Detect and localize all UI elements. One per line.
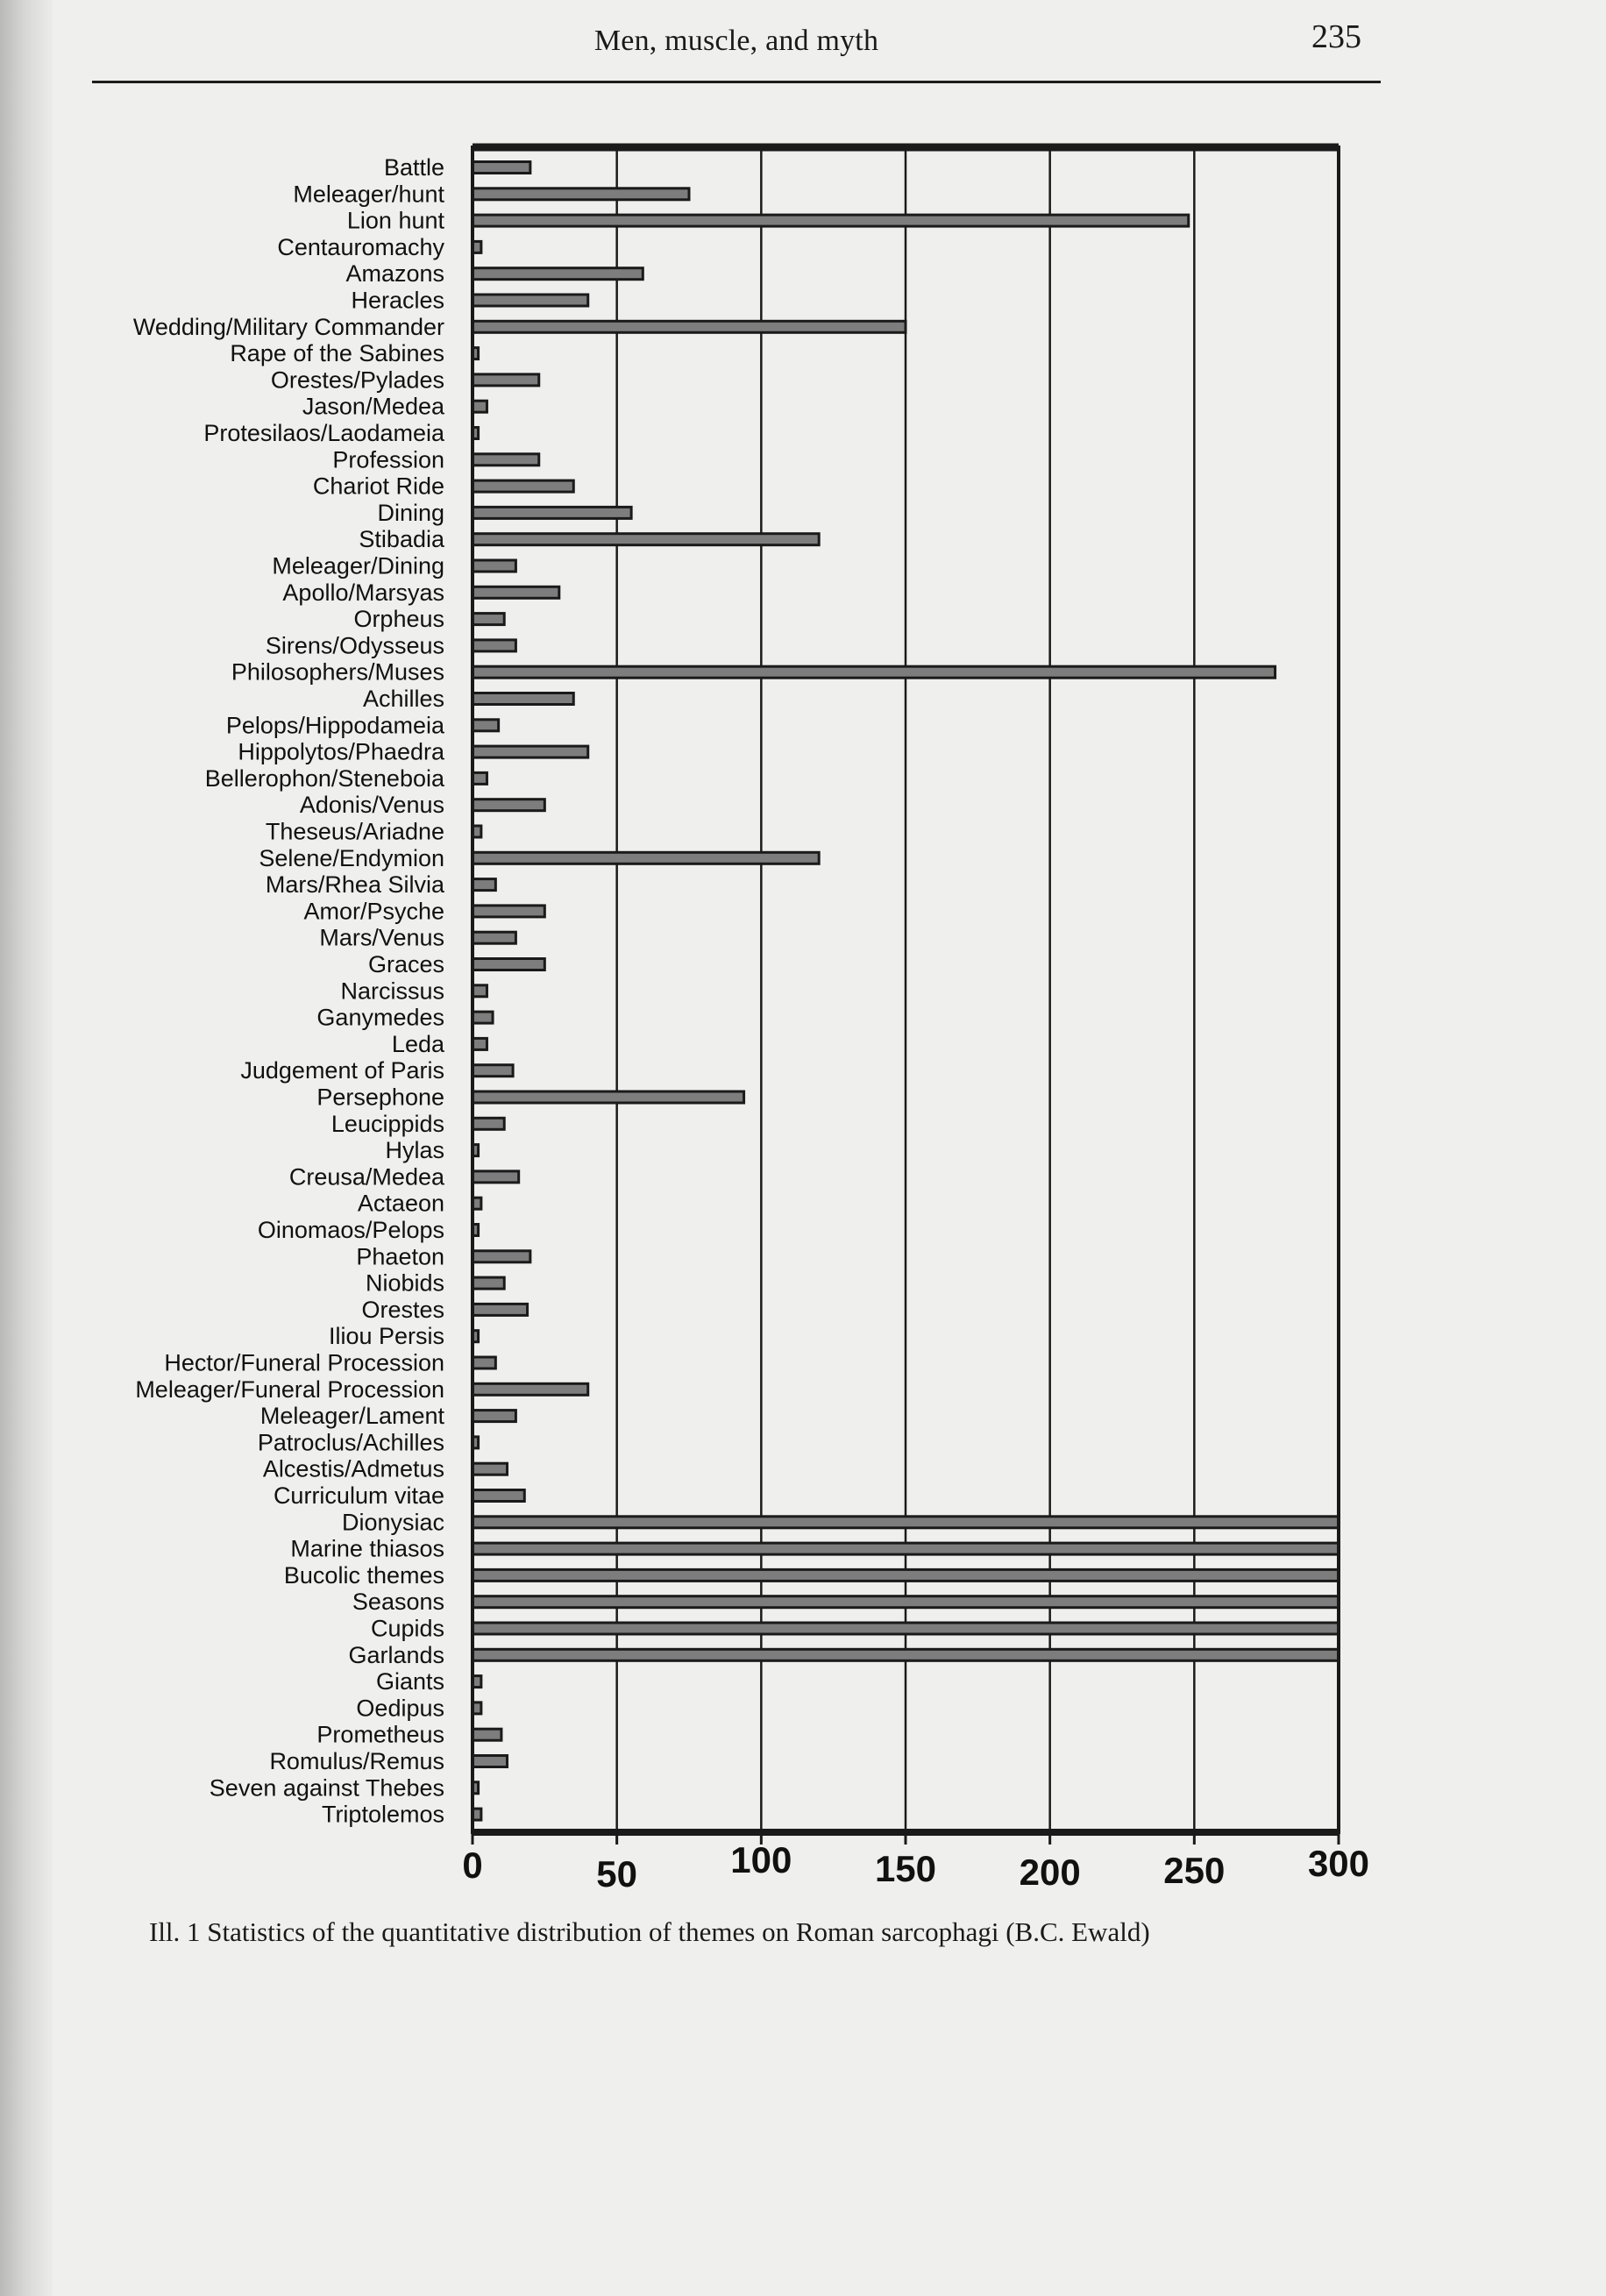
bar-chariot-ride (473, 480, 573, 492)
tick-label-100: 100 (730, 1839, 792, 1880)
tick-label-150: 150 (874, 1848, 937, 1889)
category-label: Amor/Psyche (303, 898, 444, 925)
category-labels (133, 154, 445, 1828)
bar-phaeton (473, 1251, 530, 1262)
bar-lion-hunt (473, 215, 1189, 226)
tick-label-50: 50 (596, 1853, 638, 1894)
bar-mars-rhea-silvia (473, 879, 495, 891)
category-label: Mars/Venus (319, 924, 444, 951)
bar-meleager-hunt (473, 188, 689, 200)
category-label: Hector/Funeral Procession (164, 1349, 444, 1376)
category-label: Orpheus (353, 606, 444, 633)
category-label: Graces (367, 951, 444, 977)
bar-leda (473, 1038, 487, 1049)
bar-seasons (473, 1596, 1339, 1608)
bar-niobids (473, 1277, 504, 1289)
category-label: Curriculum vitae (273, 1482, 444, 1509)
category-label: Centauromachy (277, 233, 444, 260)
bar-sirens-odysseus (473, 640, 515, 651)
category-label: Romulus/Remus (269, 1748, 444, 1774)
bar-mars-venus (473, 932, 515, 943)
bar-narcissus (473, 985, 487, 997)
category-label: Actaeon (357, 1190, 444, 1217)
category-label: Iliou Persis (328, 1323, 444, 1350)
bar-pelops-hippodameia (473, 720, 499, 731)
bar-amazons (473, 268, 643, 280)
bar-bucolic-themes (473, 1569, 1339, 1581)
bar-meleager-lament (473, 1411, 515, 1422)
figure-caption: Ill. 1 Statistics of the quantitative distribution of themes on Roman sarcophagi (B.C. Ewald) (149, 1916, 1150, 1947)
bar-creusa-medea (473, 1171, 519, 1183)
bar-profession (473, 454, 539, 466)
category-label: Pelops/Hippodameia (225, 712, 444, 739)
bar-hippolytos-phaedra (473, 746, 588, 757)
bar-selene-endymion (473, 852, 819, 864)
category-label: Oedipus (356, 1695, 444, 1722)
bar-battle (473, 162, 530, 174)
bar-philosophers-muses (473, 666, 1276, 678)
category-label: Judgement of Paris (240, 1057, 444, 1084)
category-label: Seasons (352, 1589, 444, 1616)
bar-orestes (473, 1304, 528, 1315)
category-label: Hippolytos/Phaedra (238, 738, 444, 765)
category-label: Orestes (361, 1296, 444, 1323)
running-head: Men, muscle, and myth (593, 25, 879, 57)
category-label: Chariot Ride (312, 473, 444, 500)
bar-dionysiac (473, 1517, 1339, 1528)
category-label: Meleager/Funeral Procession (135, 1375, 444, 1403)
bar-achilles (473, 693, 573, 705)
category-label: Battle (383, 154, 444, 181)
gridlines (617, 147, 1195, 1843)
category-label: Theseus/Ariadne (265, 818, 444, 845)
category-label: Sirens/Odysseus (265, 632, 444, 659)
category-label: Creusa/Medea (288, 1163, 444, 1191)
category-label: Achilles (362, 686, 444, 712)
page-number: 235 (1311, 18, 1361, 55)
category-label: Alcestis/Admetus (262, 1455, 444, 1482)
category-label: Dining (377, 499, 444, 526)
category-label: Protesilaos/Laodameia (203, 420, 444, 446)
category-label: Marine thiasos (290, 1535, 444, 1562)
category-label: Garlands (348, 1641, 444, 1668)
bar-alcestis-admetus (473, 1463, 508, 1475)
bar-jason-medea (473, 401, 487, 412)
category-label: Orestes/Pylades (270, 366, 444, 394)
bar-marine-thiasos (473, 1543, 1339, 1554)
category-label: Seven against Thebes (209, 1774, 444, 1802)
category-label: Cupids (370, 1615, 444, 1642)
tick-label-0: 0 (462, 1845, 483, 1886)
category-label: Oinomaos/Pelops (257, 1217, 444, 1243)
category-label: Leda (391, 1030, 444, 1057)
category-label: Meleager/Dining (272, 552, 444, 579)
category-label: Patroclus/Achilles (257, 1429, 444, 1456)
category-label: Meleager/hunt (293, 181, 444, 208)
tick-label-250: 250 (1163, 1850, 1226, 1891)
category-label: Ganymedes (316, 1004, 444, 1031)
category-label: Heracles (351, 287, 444, 314)
bar-cupids (473, 1623, 1339, 1634)
category-label: Rape of the Sabines (230, 340, 444, 367)
bar-dining (473, 507, 631, 518)
tick-label-200: 200 (1019, 1852, 1081, 1893)
category-label: Profession (332, 446, 444, 473)
category-label: Prometheus (316, 1721, 444, 1748)
bar-graces (473, 959, 544, 970)
category-label: Stibadia (359, 526, 444, 553)
category-label: Apollo/Marsyas (282, 579, 444, 606)
x-axis-ticks (462, 1832, 1369, 1894)
category-label: Lion hunt (346, 207, 444, 234)
category-label: Meleager/Lament (259, 1403, 444, 1430)
category-label: Narcissus (340, 977, 444, 1005)
bar-apollo-marsyas (473, 586, 559, 598)
bar-hector-funeral-procession (473, 1357, 495, 1368)
category-label: Mars/Rhea Silvia (265, 871, 444, 899)
category-label: Dionysiac (341, 1509, 444, 1536)
bar-leucippids (473, 1118, 504, 1129)
category-label: Giants (375, 1668, 444, 1695)
bar-heracles (473, 295, 588, 306)
bar-meleager-dining (473, 560, 515, 572)
bar-judgement-of-paris (473, 1065, 513, 1077)
category-label: Selene/Endymion (259, 844, 444, 871)
bar-wedding-military-commander (473, 321, 906, 332)
category-label: Philosophers/Muses (231, 658, 444, 686)
category-label: Jason/Medea (302, 393, 444, 420)
category-label: Hylas (385, 1137, 444, 1164)
bar-orestes-pylades (473, 374, 539, 386)
bar-stibadia (473, 534, 819, 545)
bar-persephone (473, 1091, 744, 1103)
category-label: Niobids (365, 1269, 444, 1297)
category-label: Amazons (345, 260, 444, 288)
bar-orpheus (473, 614, 504, 625)
category-label: Phaeton (356, 1243, 444, 1270)
bar-amor-psyche (473, 906, 544, 917)
category-label: Wedding/Military Commander (132, 313, 444, 340)
category-label: Adonis/Venus (299, 792, 444, 819)
category-label: Bucolic themes (283, 1561, 444, 1589)
bar-curriculum-vitae (473, 1490, 524, 1502)
category-label: Persephone (316, 1084, 444, 1111)
bar-ganymedes (473, 1012, 493, 1023)
tick-label-300: 300 (1307, 1843, 1370, 1884)
bar-prometheus (473, 1729, 501, 1740)
bar-romulus-remus (473, 1756, 508, 1767)
category-label: Leucippids (330, 1110, 444, 1137)
bar-garlands (473, 1649, 1339, 1660)
category-label: Triptolemos (321, 1801, 444, 1828)
bar-adonis-venus (473, 800, 544, 811)
category-label: Bellerophon/Steneboia (204, 764, 444, 792)
bar-bellerophon-steneboia (473, 772, 487, 784)
bar-meleager-funeral-procession (473, 1383, 588, 1395)
